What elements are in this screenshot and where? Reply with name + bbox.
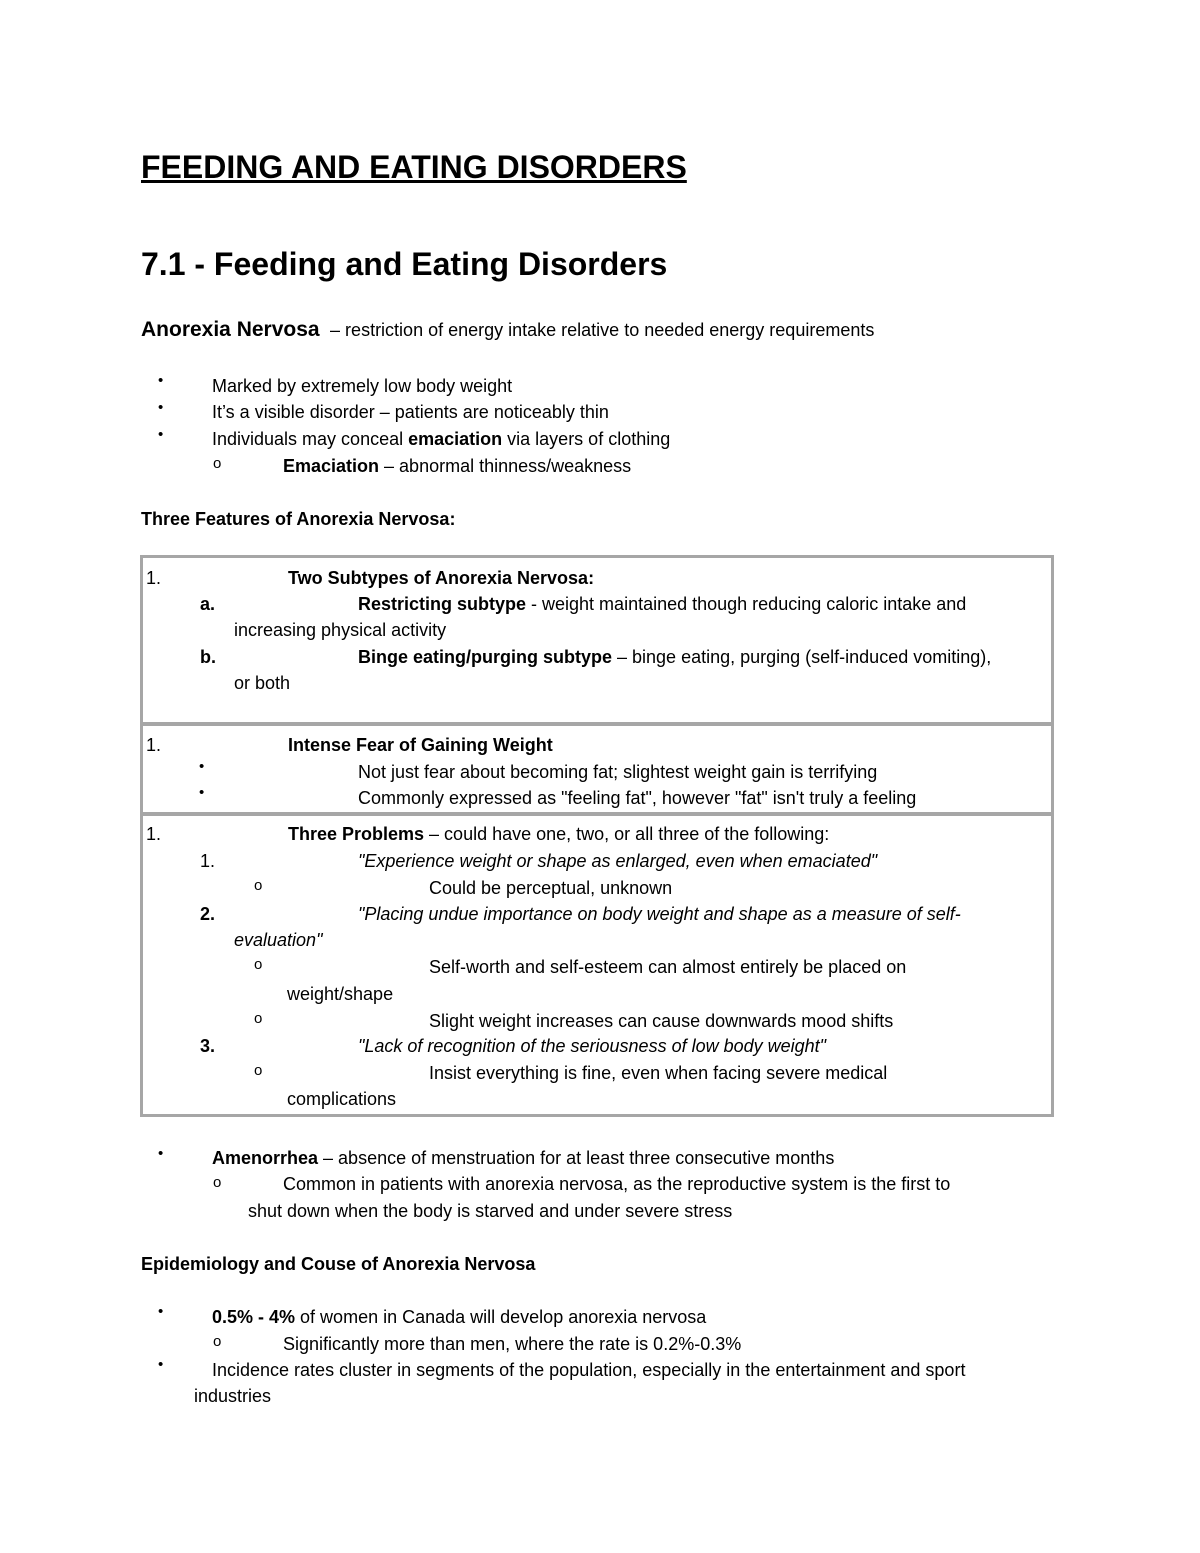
problem-2-sub-1-continuation: weight/shape (287, 984, 394, 1004)
section-heading: 7.1 - Feeding and Eating Disorders (141, 246, 668, 282)
circle-bullet-icon: o (254, 877, 263, 894)
problem-2-text: "Placing undue importance on body weight and shape as a measure of self- (358, 904, 961, 924)
circle-bullet-icon: o (254, 956, 263, 973)
box1-a-text: Restricting subtype - weight maintained though reducing caloric intake and (358, 594, 967, 614)
problem-1-text: "Experience weight or shape as enlarged, even when emaciated" (358, 851, 878, 871)
emaciation-definition: Emaciation – abnormal thinness/weakness (283, 456, 632, 476)
circle-bullet-icon: o (254, 1062, 263, 1079)
box1-a-continuation: increasing physical activity (234, 620, 447, 640)
bullet-icon: • (199, 758, 205, 775)
box1-b-marker: b. (200, 647, 216, 667)
box1-a-marker: a. (200, 594, 216, 614)
epidemiology-bullet-2: Incidence rates cluster in segments of the population, especially in the entertainment and sport (212, 1360, 966, 1380)
bullet-icon: • (158, 399, 164, 416)
circle-bullet-icon: o (213, 1174, 222, 1191)
amenorrhea-definition: Amenorrhea – absence of menstruation for at least three consecutive months (212, 1148, 835, 1168)
box2-bullet-1: Not just fear about becoming fat; slightest weight gain is terrifying (358, 762, 878, 782)
epidemiology-bullet-2-continuation: industries (194, 1386, 272, 1406)
problem-2-continuation: evaluation" (234, 930, 323, 950)
box2-heading: Intense Fear of Gaining Weight (288, 735, 553, 755)
anorexia-bullet-2: It’s a visible disorder – patients are noticeably thin (212, 402, 609, 422)
box1-b-continuation: or both (234, 673, 291, 693)
epidemiology-heading: Epidemiology and Couse of Anorexia Nervosa (141, 1254, 536, 1274)
box3-number: 1. (146, 824, 162, 844)
problem-2-sub-2: Slight weight increases can cause downwards mood shifts (429, 1011, 894, 1031)
anorexia-bullet-3: Individuals may conceal emaciation via layers of clothing (212, 429, 671, 449)
epidemiology-bullet-1-sub: Significantly more than men, where the rate is 0.2%-0.3% (283, 1334, 742, 1354)
problem-1-marker: 1. (200, 851, 216, 871)
bullet-icon: • (158, 1145, 164, 1162)
anorexia-term: Anorexia Nervosa (141, 318, 320, 341)
circle-bullet-icon: o (213, 1333, 222, 1350)
box3-heading: Three Problems – could have one, two, or all three of the following: (288, 824, 830, 844)
box2-number: 1. (146, 735, 162, 755)
anorexia-bullet-1: Marked by extremely low body weight (212, 376, 513, 396)
document-title: FEEDING AND EATING DISORDERS (141, 149, 687, 185)
bullet-icon: • (199, 784, 205, 801)
anorexia-definition-line (141, 318, 874, 342)
box1-b-text: Binge eating/purging subtype – binge eating, purging (self-induced vomiting), (358, 647, 992, 667)
anorexia-definition: – restriction of energy intake relative to needed energy requirements (330, 320, 875, 340)
epidemiology-bullet-1: 0.5% - 4% of women in Canada will develop anorexia nervosa (212, 1307, 707, 1327)
problem-2-marker: 2. (200, 904, 216, 924)
box1-number: 1. (146, 568, 162, 588)
amenorrhea-sub: Common in patients with anorexia nervosa, as the reproductive system is the first to (283, 1174, 951, 1194)
box1-heading: Two Subtypes of Anorexia Nervosa: (288, 568, 595, 588)
bullet-icon: • (158, 1303, 164, 1320)
problem-3-sub-continuation: complications (287, 1089, 397, 1109)
amenorrhea-sub-continuation: shut down when the body is starved and under severe stress (248, 1201, 733, 1221)
box2-bullet-2: Commonly expressed as "feeling fat", however "fat" isn't truly a feeling (358, 788, 917, 808)
circle-bullet-icon: o (254, 1010, 263, 1027)
bullet-icon: • (158, 1356, 164, 1373)
problem-3-text: "Lack of recognition of the seriousness of low body weight" (358, 1036, 827, 1056)
circle-bullet-icon: o (213, 455, 222, 472)
problem-1-sub: Could be perceptual, unknown (429, 878, 673, 898)
problem-3-sub: Insist everything is fine, even when facing severe medical (429, 1063, 888, 1083)
bullet-icon: • (158, 426, 164, 443)
problem-3-marker: 3. (200, 1036, 216, 1056)
features-heading: Three Features of Anorexia Nervosa: (141, 509, 456, 529)
bullet-icon: • (158, 372, 164, 389)
problem-2-sub-1: Self-worth and self-esteem can almost entirely be placed on (429, 957, 907, 977)
